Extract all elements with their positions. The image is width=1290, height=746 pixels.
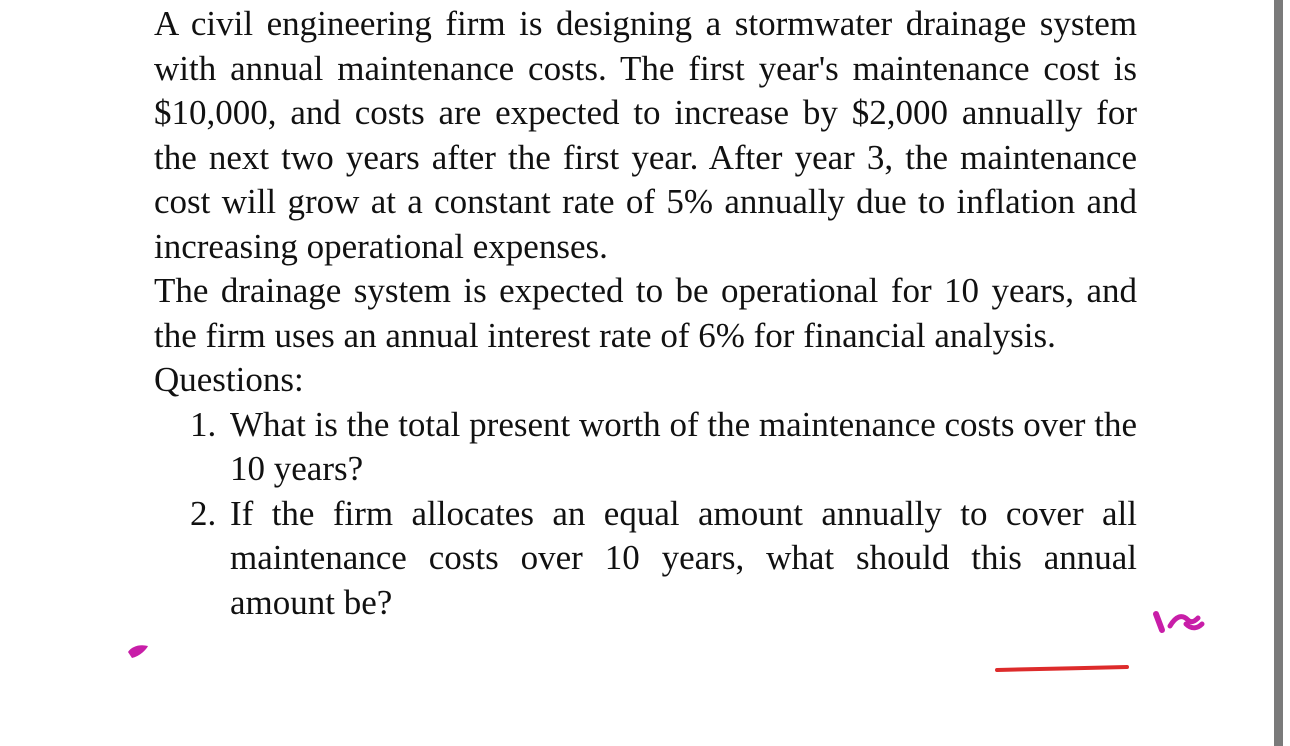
question-list <box>190 403 1137 626</box>
red-underline-annotation <box>995 664 1131 676</box>
question-item <box>190 403 1137 492</box>
questions-heading: Questions: <box>154 360 304 399</box>
scrollbar-thumb[interactable] <box>1274 0 1283 746</box>
pen-dot-annotation <box>126 640 152 662</box>
scrollbar[interactable] <box>1270 0 1290 746</box>
question-text: What is the total present worth of the maintenance costs over the 10 years? <box>230 404 1137 488</box>
question-text: If the firm allocates an equal amount annually to cover all maintenance costs over 10 years, what should this annual amount be? <box>230 493 1137 622</box>
question-item <box>190 492 1137 626</box>
question-number: 1. <box>190 404 217 444</box>
problem-paragraph-1: A civil engineering firm is designing a stormwater drainage system with annual maintenance costs. The first year's maintenance cost is $10,000, and costs are expected to increase by $2,000 annually for the next two years after the first year. After year 3, the maintenance cost will grow at a constant rate of 5% annually due to inflation and increasing operational expenses. <box>154 4 1137 266</box>
question-number: 2. <box>190 493 217 533</box>
pen-scribble-annotation <box>1150 604 1210 638</box>
problem-paragraph-2: The drainage system is expected to be operational for 10 years, and the firm uses an annual interest rate of 6% for financial analysis. <box>154 271 1137 355</box>
problem-content <box>154 2 1137 625</box>
